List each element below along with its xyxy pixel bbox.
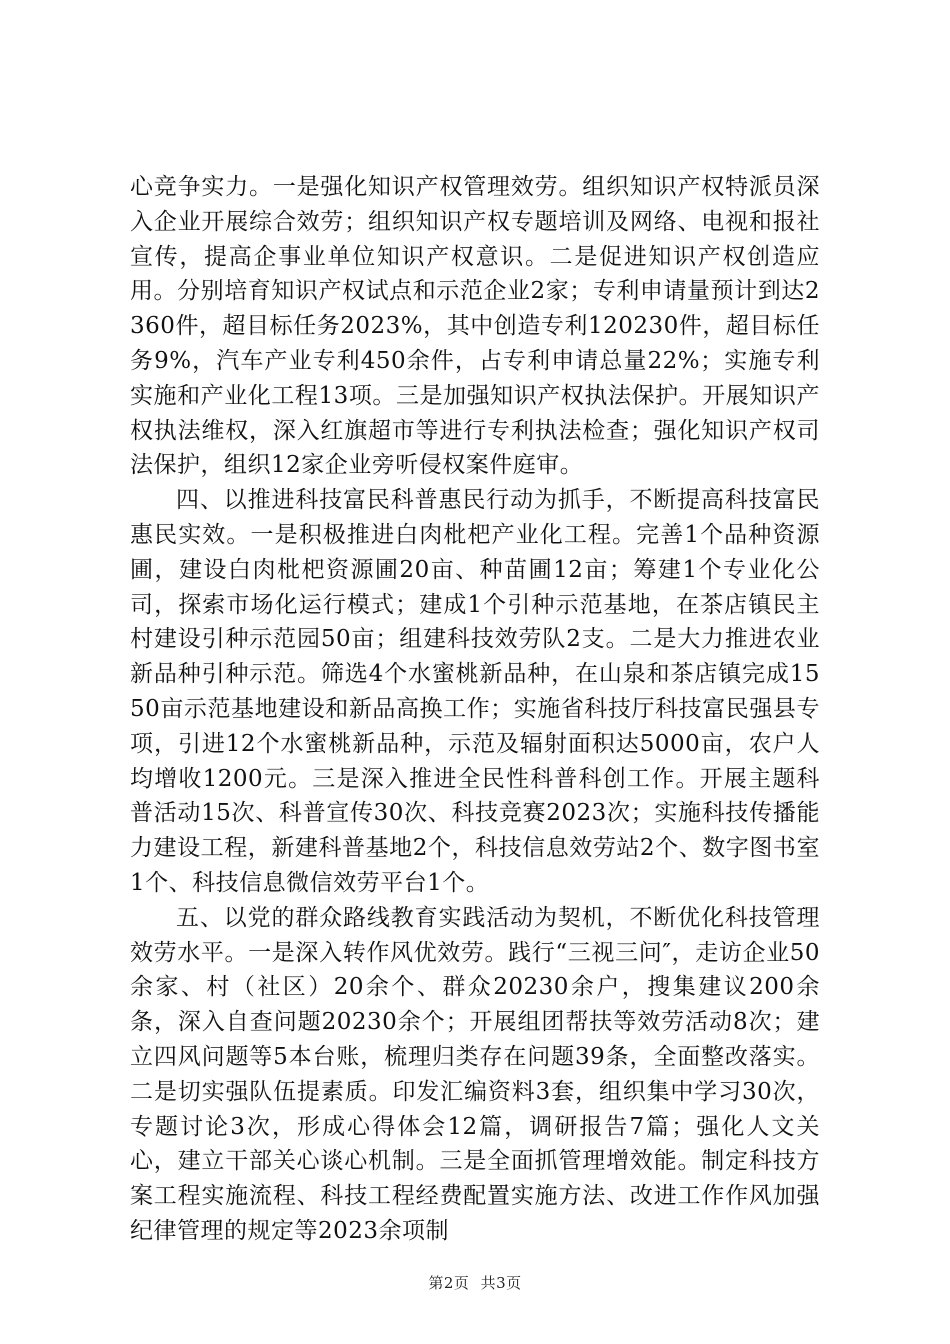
page-total: 共3页 — [480, 1274, 522, 1292]
paragraph-continuation: 心竞争实力。一是强化知识产权管理效劳。组织知识产权特派员深入企业开展综合效劳；组织知识产权专题培训及网络、电视和报社宣传，提高企事业单位知识产权意识。二是促进知识产权创造应用。分别培育知识产权试点和示范企业2家；专利申请量预计到达2360件，超目标任务2023%，其中创造专利120230件，超目标任务9%，汽车产业专利450余件，占专利申请总量22%；实施专利实施和产业化工程13项。三是加强知识产权执法保护。开展知识产权执法维权，深入红旗超市等进行专利执法检查；强化知识产权司法保护，组织12家企业旁听侵权案件庭审。 — [130, 174, 820, 479]
paragraph-section-four: 四、以推进科技富民科普惠民行动为抓手，不断提高科技富民惠民实效。一是积极推进白肉枇杷产业化工程。完善1个品种资源圃，建设白肉枇杷资源圃20亩、种苗圃12亩；筹建1个专业化公司，探索市场化运行模式；建成1个引种示范基地，在茶店镇民主村建设引种示范园50亩；组建科技效劳队2支。二是大力推进农业新品种引种示范。筛选4个水蜜桃新品种，在山泉和茶店镇完成1550亩示范基地建设和新品高换工作；实施省科技厅科技富民强县专项，引进12个水蜜桃新品种，示范及辐射面积达5000亩，农户人均增收1200元。三是深入推进全民性科普科创工作。开展主题科普活动15次、科普宣传30次、科技竞赛2023次；实施科技传播能力建设工程，新建科普基地2个，科技信息效劳站2个、数字图书室1个、科技信息微信效劳平台1个。 — [130, 487, 820, 896]
document-body — [130, 170, 820, 1249]
paragraph-section-five: 五、以党的群众路线教育实践活动为契机，不断优化科技管理效劳水平。一是深入转作风优效劳。践行“三视三问″，走访企业50余家、村（社区）20余个、群众20230余户，搜集建议200余条，深入自查问题20230余个；开展组团帮扶等效劳活动8次；建立四风问题等5本台账，梳理归类存在问题39条，全面整改落实。二是切实强队伍提素质。印发汇编资料3套，组织集中学习30次，专题讨论3次，形成心得体会12篇，调研报告7篇；强化人文关心，建立干部关心谈心机制。三是全面抓管理增效能。制定科技方案工程实施流程、科技工程经费配置实施方法、改进工作作风加强纪律管理的规定等2023余项制 — [130, 904, 820, 1244]
page-number: 第2页 — [428, 1274, 470, 1292]
page-footer — [0, 1272, 950, 1293]
